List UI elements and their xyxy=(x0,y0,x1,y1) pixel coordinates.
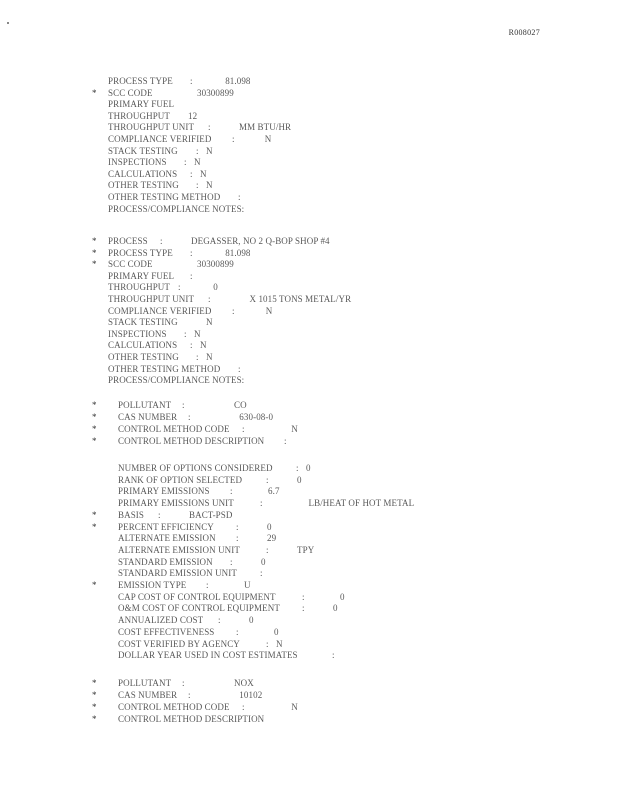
field-label: COMPLIANCE VERIFIED xyxy=(108,305,212,316)
field-label: OTHER TESTING xyxy=(108,352,179,362)
field-label: THROUGHPUT UNIT xyxy=(108,294,195,304)
emission-block-1-row xyxy=(118,533,538,544)
field-label: RANK OF OPTION SELECTED xyxy=(118,474,243,485)
field-label: OTHER TESTING METHOD xyxy=(108,363,221,374)
field-label: INSPECTIONS xyxy=(108,328,167,339)
field-label: CONTROL METHOD DESCRIPTION xyxy=(118,436,265,446)
field-separator: : xyxy=(236,533,239,544)
field-value: 0 xyxy=(274,626,279,637)
field-value: N xyxy=(265,305,273,316)
field-value: N xyxy=(194,157,201,168)
row-bullet: * xyxy=(92,714,97,724)
process-block-2-row xyxy=(108,306,528,317)
process-block-1-row xyxy=(108,180,528,191)
emission-block-1-row xyxy=(118,486,538,497)
field-value: N xyxy=(264,134,272,144)
field-separator: : xyxy=(178,282,181,293)
field-separator: : xyxy=(184,328,187,339)
field-value: U xyxy=(244,580,251,590)
field-label: CALCULATIONS xyxy=(108,340,178,351)
field-value: DEGASSER, NO 2 Q-BOP SHOP #4 xyxy=(191,236,330,246)
row-bullet: * xyxy=(92,678,97,688)
field-separator: : xyxy=(232,305,235,316)
field-label: PROCESS TYPE xyxy=(108,247,173,258)
process-block-2-row xyxy=(108,364,528,375)
field-value: 12 xyxy=(188,110,198,121)
row-bullet: * xyxy=(92,87,97,98)
process-block-1-row xyxy=(108,111,528,122)
field-separator: : xyxy=(266,544,269,555)
field-separator: : xyxy=(188,690,191,700)
field-separator: : xyxy=(236,521,239,532)
pollutant-block-1-row xyxy=(118,436,538,447)
field-label: OTHER TESTING METHOD xyxy=(108,192,221,202)
field-value: N xyxy=(206,145,213,156)
field-value: N xyxy=(276,638,283,649)
field-value: 0 xyxy=(333,603,338,614)
process-block-1-row xyxy=(108,99,528,110)
field-separator: : xyxy=(190,340,193,351)
field-value: 0 xyxy=(340,591,345,602)
row-bullet: * xyxy=(92,412,97,422)
process-block-2-row xyxy=(108,352,528,363)
field-value: N xyxy=(206,317,213,328)
process-block-2-row xyxy=(108,375,528,386)
emission-block-1-row xyxy=(118,627,538,638)
field-value: N xyxy=(291,424,298,434)
process-block-1-row xyxy=(108,134,528,145)
field-label: COMPLIANCE VERIFIED xyxy=(108,134,212,144)
emission-block-1-row xyxy=(118,639,538,650)
pollutant-block-1-row xyxy=(118,400,538,411)
field-separator: : xyxy=(184,157,187,168)
emission-block-1-row xyxy=(118,510,538,521)
field-separator: : xyxy=(242,424,245,434)
process-block-2-row xyxy=(108,236,528,247)
field-separator: : xyxy=(208,122,211,133)
pollutant-block-2-row xyxy=(118,678,538,689)
row-bullet: * xyxy=(92,236,97,246)
field-label: THROUGHPUT UNIT xyxy=(108,122,195,133)
field-value: CO xyxy=(234,400,247,410)
field-separator: : xyxy=(266,474,269,485)
field-label: THROUGHPUT xyxy=(108,282,171,293)
field-label: INSPECTIONS xyxy=(108,157,167,168)
field-value: 0 xyxy=(261,556,266,567)
field-separator: : xyxy=(302,603,305,614)
emission-block-1-row xyxy=(118,498,538,509)
emission-block-1-row xyxy=(118,568,538,579)
field-value: 0 xyxy=(213,282,218,293)
pollutant-block-2-row xyxy=(118,702,538,713)
pollutant-block-1-row xyxy=(118,412,538,423)
emission-block-1-row xyxy=(118,650,538,661)
field-label: CONTROL METHOD CODE xyxy=(118,702,230,712)
field-separator: : xyxy=(158,509,161,520)
field-value: 30300899 xyxy=(197,259,234,270)
field-label: COST EFFECTIVENESS xyxy=(118,626,215,637)
process-block-2-row xyxy=(108,271,528,282)
field-separator: : xyxy=(196,180,199,191)
emission-block-1-row xyxy=(118,522,538,533)
process-block-1-row xyxy=(108,146,528,157)
field-label: CONTROL METHOD DESCRIPTION xyxy=(118,714,265,724)
emission-block-1-row xyxy=(118,603,538,614)
field-label: DOLLAR YEAR USED IN COST ESTIMATES xyxy=(118,650,298,661)
field-separator: : xyxy=(284,436,287,446)
row-bullet: * xyxy=(92,690,97,700)
row-bullet: * xyxy=(92,702,97,712)
field-separator: : xyxy=(206,580,209,590)
emission-block-1-row xyxy=(118,545,538,556)
field-value: 30300899 xyxy=(197,87,234,98)
process-block-1-row xyxy=(108,192,528,203)
field-value: 29 xyxy=(267,533,277,544)
pollutant-block-2-row xyxy=(118,714,538,725)
field-label: STACK TESTING xyxy=(108,317,178,328)
pollutant-block-1-row xyxy=(118,424,538,435)
field-label: STANDARD EMISSION UNIT xyxy=(118,568,237,579)
field-value: N xyxy=(206,352,213,362)
field-label: ALTERNATE EMISSION xyxy=(118,533,216,544)
field-label: ANNUALIZED COST xyxy=(118,615,204,626)
field-separator: : xyxy=(182,678,185,688)
field-label: PRIMARY EMISSIONS UNIT xyxy=(118,498,234,509)
field-separator: : xyxy=(230,556,233,567)
process-block-2-row xyxy=(108,329,528,340)
field-separator: : xyxy=(302,591,305,602)
field-label: EMISSION TYPE xyxy=(118,580,187,590)
pollutant-block-2-row xyxy=(118,690,538,701)
field-value: N xyxy=(194,328,201,339)
field-label: OTHER TESTING xyxy=(108,180,179,191)
process-block-2-row xyxy=(108,248,528,259)
process-block-2-row xyxy=(108,317,528,328)
field-value: N xyxy=(200,340,207,351)
field-value: LB/HEAT OF HOT METAL xyxy=(308,498,415,509)
field-label: CALCULATIONS xyxy=(108,168,178,179)
field-separator: : xyxy=(190,168,193,179)
field-label: STANDARD EMISSION xyxy=(118,556,213,567)
field-label: NUMBER OF OPTIONS CONSIDERED xyxy=(118,463,273,473)
field-label: PROCESS/COMPLIANCE NOTES: xyxy=(108,203,245,214)
field-value: X 1015 TONS METAL/YR xyxy=(249,294,352,304)
field-separator: : xyxy=(196,145,199,156)
field-label: ALTERNATE EMISSION UNIT xyxy=(118,544,240,555)
field-separator: : xyxy=(196,352,199,362)
process-block-1-row xyxy=(108,88,528,99)
field-label: THROUGHPUT xyxy=(108,110,171,121)
field-label: CAS NUMBER xyxy=(118,690,178,700)
process-block-2-row xyxy=(108,259,528,270)
row-bullet: * xyxy=(92,509,97,520)
field-value: N xyxy=(206,180,213,191)
field-value: BACT-PSD xyxy=(189,509,233,520)
field-separator: : xyxy=(160,236,163,246)
process-block-2-row xyxy=(108,282,528,293)
field-label: POLLUTANT xyxy=(118,678,172,688)
row-bullet: * xyxy=(92,259,97,270)
field-label: STACK TESTING xyxy=(108,145,178,156)
row-bullet: * xyxy=(92,521,97,532)
process-block-1-row xyxy=(108,204,528,215)
row-bullet: * xyxy=(92,580,97,590)
row-bullet: * xyxy=(92,424,97,434)
field-value: TPY xyxy=(297,544,315,555)
emission-block-1-row xyxy=(118,475,538,486)
process-block-2-row xyxy=(108,340,528,351)
field-separator: : xyxy=(260,568,263,579)
field-separator: : xyxy=(260,498,263,509)
field-separator: : xyxy=(190,247,193,258)
process-block-1-row xyxy=(108,76,528,87)
field-separator: : xyxy=(190,270,193,281)
field-separator: : xyxy=(242,702,245,712)
row-bullet: * xyxy=(92,436,97,446)
field-separator: : xyxy=(332,650,335,661)
emission-block-1-row xyxy=(118,580,538,591)
field-separator: : xyxy=(238,363,241,374)
field-label: O&M COST OF CONTROL EQUIPMENT xyxy=(118,603,280,614)
field-separator: : xyxy=(296,463,299,473)
row-bullet: * xyxy=(92,400,97,410)
field-label: BASIS xyxy=(118,509,145,520)
emission-block-1-row xyxy=(118,557,538,568)
field-label: PROCESS/COMPLIANCE NOTES: xyxy=(108,375,245,386)
field-label: CAP COST OF CONTROL EQUIPMENT xyxy=(118,591,276,602)
field-label: PRIMARY FUEL xyxy=(108,270,175,281)
field-label: PROCESS xyxy=(108,236,148,246)
scan-speck xyxy=(7,22,9,24)
field-label: PRIMARY FUEL xyxy=(108,99,175,110)
field-separator: : xyxy=(188,412,191,422)
field-value: 630-08-0 xyxy=(239,412,274,422)
process-block-1-row xyxy=(108,157,528,168)
field-separator: : xyxy=(266,638,269,649)
field-separator: : xyxy=(238,192,241,202)
process-block-2-row xyxy=(108,294,528,305)
field-value: N xyxy=(200,168,207,179)
document-id: R008027 xyxy=(508,28,540,37)
emission-block-1-row xyxy=(118,615,538,626)
field-separator: : xyxy=(230,486,233,497)
field-value: 0 xyxy=(306,463,311,473)
field-value: 81.098 xyxy=(225,247,251,258)
field-label: SCC CODE xyxy=(108,259,153,270)
field-label: COST VERIFIED BY AGENCY xyxy=(118,638,240,649)
field-separator: : xyxy=(190,76,193,86)
field-label: CONTROL METHOD CODE xyxy=(118,424,230,434)
field-label: SCC CODE xyxy=(108,87,153,98)
field-value: 81.098 xyxy=(225,76,251,86)
field-separator: : xyxy=(182,400,185,410)
field-label: PRIMARY EMISSIONS xyxy=(118,486,210,497)
field-separator: : xyxy=(232,134,235,144)
field-value: 0 xyxy=(267,521,272,532)
field-label: POLLUTANT xyxy=(118,400,172,410)
process-block-1-row xyxy=(108,169,528,180)
row-bullet: * xyxy=(92,247,97,258)
field-label: CAS NUMBER xyxy=(118,412,178,422)
process-block-1-row xyxy=(108,122,528,133)
emission-block-1-row xyxy=(118,463,538,474)
field-separator: : xyxy=(208,294,211,304)
field-separator: : xyxy=(218,615,221,626)
field-label: PROCESS TYPE xyxy=(108,76,173,86)
emission-block-1-row xyxy=(118,592,538,603)
field-value: NOX xyxy=(234,678,254,688)
field-separator: : xyxy=(236,626,239,637)
field-value: 0 xyxy=(297,474,302,485)
field-value: N xyxy=(291,702,298,712)
field-value: MM BTU/HR xyxy=(239,122,292,133)
field-label: PERCENT EFFICIENCY xyxy=(118,521,214,532)
field-value: 10102 xyxy=(239,690,263,700)
field-value: 6.7 xyxy=(268,486,280,497)
field-value: 0 xyxy=(249,615,254,626)
